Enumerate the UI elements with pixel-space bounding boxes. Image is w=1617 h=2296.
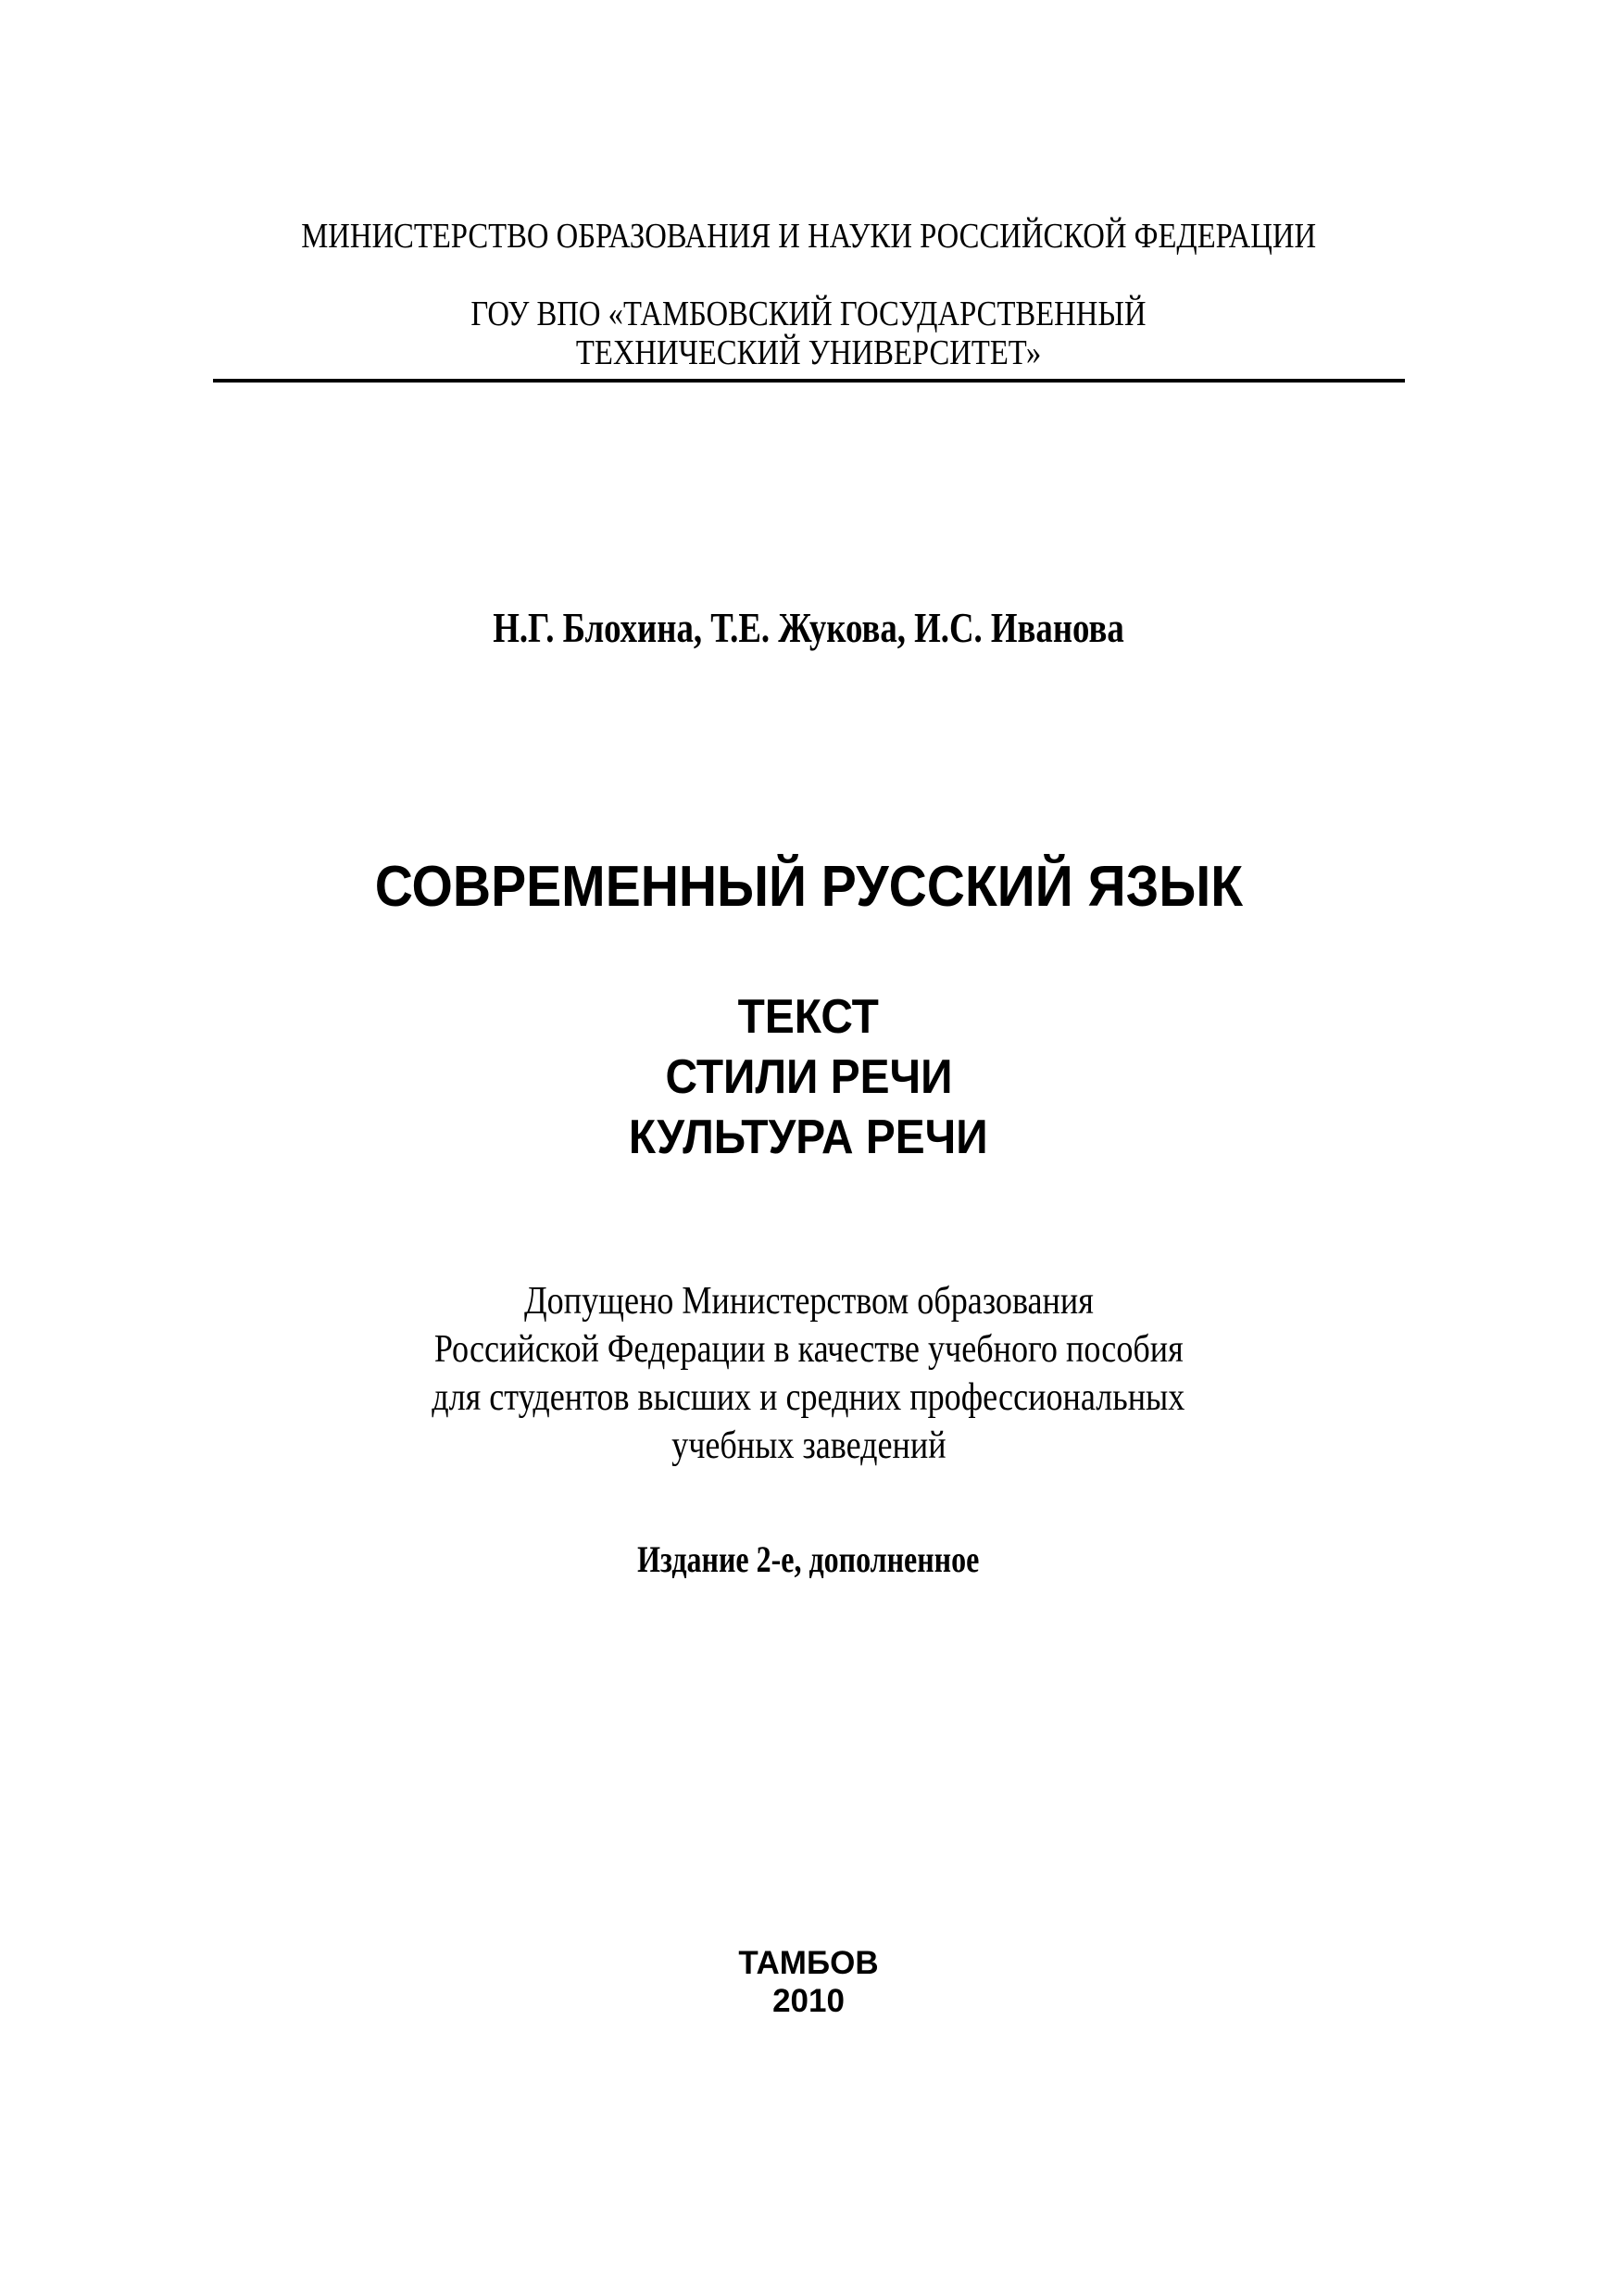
ministry-text: МИНИСТЕРСТВО ОБРАЗОВАНИЯ И НАУКИ РОССИЙСКОЙ ФЕДЕРАЦИИ: [301, 217, 1316, 256]
approval-text-3: для студентов высших и средних профессиональных: [432, 1376, 1185, 1419]
university-text-1: ГОУ ВПО «ТАМБОВСКИЙ ГОСУДАРСТВЕННЫЙ: [470, 295, 1147, 333]
approval-line-2: [0, 1326, 1617, 1373]
year-text: 2010: [772, 1983, 845, 2019]
edition-note: [0, 1537, 1617, 1582]
ministry-heading: [0, 215, 1617, 257]
book-title: [0, 852, 1617, 922]
header-divider: [213, 379, 1405, 383]
city-text: ТАМБОВ: [738, 1945, 879, 1981]
subtitle-speech-culture: [0, 1108, 1617, 1167]
book-title-text: СОВРЕМЕННЫЙ РУССКИЙ ЯЗЫК: [374, 855, 1243, 919]
university-name-line-1: [0, 293, 1617, 335]
approval-text-2: Российской Федерации в качестве учебного пособия: [433, 1328, 1184, 1371]
edition-text: Издание 2-е, дополненное: [637, 1538, 980, 1580]
university-name-line-2: [0, 332, 1617, 374]
university-text-2: ТЕХНИЧЕСКИЙ УНИВЕРСИТЕТ»: [575, 333, 1042, 372]
subtitle-1-text: ТЕКСТ: [737, 990, 880, 1044]
subtitle-speech-styles: [0, 1048, 1617, 1107]
subtitle-3-text: КУЛЬТУРА РЕЧИ: [629, 1110, 988, 1164]
approval-text-4: учебных заведений: [671, 1424, 946, 1467]
publication-city: [0, 1945, 1617, 1982]
approval-text-1: Допущено Министерством образования: [523, 1280, 1094, 1323]
subtitle-2-text: СТИЛИ РЕЧИ: [664, 1050, 953, 1104]
approval-line-4: [0, 1423, 1617, 1469]
approval-line-1: [0, 1278, 1617, 1324]
publication-year: [0, 1983, 1617, 2020]
authors-text: Н.Г. Блохина, Т.Е. Жукова, И.С. Иванова: [493, 604, 1124, 651]
authors: [0, 602, 1617, 654]
approval-line-3: [0, 1374, 1617, 1421]
subtitle-text: [0, 987, 1617, 1047]
